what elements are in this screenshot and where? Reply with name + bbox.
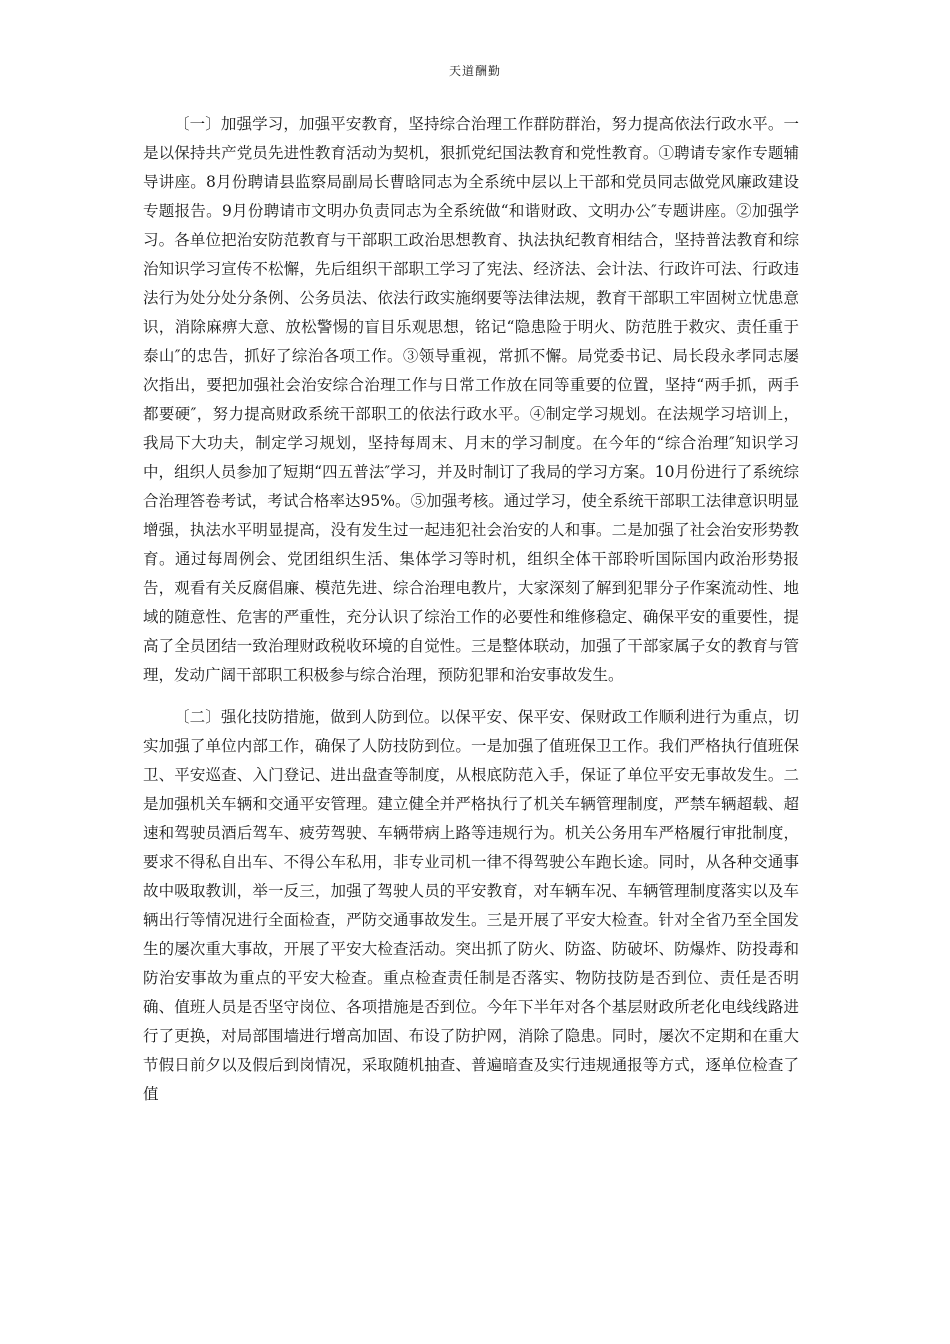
paragraph-2: 〔二〕强化技防措施，做到人防到位。以保平安、保平安、保财政工作顺利进行为重点，切实加强了单位内部工作，确保了人防技防到位。一是加强了值班保卫工作。我们严格执行值班保卫、平安巡查、入门登记、进出盘查等制度，从根底防范入手，保证了单位平安无事故发生。二是加强机关车辆和交通平安管理。建立健全并严格执行了机关车辆管理制度，严禁车辆超载、超速和驾驶员酒后驾车、疲劳驾驶、车辆带病上路等违规行为。机关公务用车严格履行审批制度，要求不得私自出车、不得公车私用，非专业司机一律不得驾驶公车跑长途。同时，从各种交通事故中吸取教训，举一反三，加强了驾驶人员的平安教育，对车辆车况、车辆管理制度落实以及车辆出行等情况进行全面检查，严防交通事故发生。三是开展了平安大检查。针对全省乃至全国发生的屡次重大事故，开展了平安大检查活动。突出抓了防火、防盗、防破坏、防爆炸、防投毒和防治安事故为重点的平安大检查。重点检查责任制是否落实、物防技防是否到位、责任是否明确、值班人员是否坚守岗位、各项措施是否到位。今年下半年对各个基层财政所老化电线线路进行了更换，对局部围墙进行增高加固、布设了防护网，消除了隐患。同时，屡次不定期和在重大节假日前夕以及假后到岗情况，采取随机抽查、普遍暗查及实行违规通报等方式，逐单位检查了值	[143, 708, 799, 1103]
paragraph-1: 〔一〕加强学习，加强平安教育，坚持综合治理工作群防群治，努力提高依法行政水平。一是以保持共产党员先进性教育活动为契机，狠抓党纪国法教育和党性教育。①聘请专家作专题辅导讲座。8月份聘请县监察局副局长曹晗同志为全系统中层以上干部和党员同志做党风廉政建设专题报告。9月份聘请市文明办负责同志为全系统做“和谐财政、文明办公″专题讲座。②加强学习。各单位把治安防范教育与干部职工政治思想教育、执法执纪教育相结合，坚持普法教育和综治知识学习宣传不松懈，先后组织干部职工学习了宪法、经济法、会计法、行政许可法、行政违法行为处分处分条例、公务员法、依法行政实施纲要等法律法规，教育干部职工牢固树立忧患意识，消除麻痹大意、放松警惕的盲目乐观思想，铭记“隐患险于明火、防范胜于救灾、责任重于泰山″的忠告，抓好了综治各项工作。③领导重视，常抓不懈。局党委书记、局长段永孝同志屡次指出，要把加强社会治安综合治理工作与日常工作放在同等重要的位置，坚持“两手抓，两手都要硬″，努力提高财政系统干部职工的依法行政水平。④制定学习规划。在法规学习培训上，我局下大功夫，制定学习规划，坚持每周末、月末的学习制度。在今年的“综合治理″知识学习中，组织人员参加了短期“四五普法″学习，并及时制订了我局的学习方案。10月份进行了系统综合治理答卷考试，考试合格率达95%。⑤加强考核。通过学习，使全系统干部职工法律意识明显增强，执法水平明显提高，没有发生过一起违犯社会治安的人和事。二是加强了社会治安形势教育。通过每周例会、党团组织生活、集体学习等时机，组织全体干部聆听国际国内政治形势报告，观看有关反腐倡廉、模范先进、综合治理电教片，大家深刻了解到犯罪分子作案流动性、地域的随意性、危害的严重性，充分认识了综治工作的必要性和维修稳定、确保平安的重要性，提高了全员团结一致治理财政税收环境的自觉性。三是整体联动，加强了干部家属子女的教育与管理，发动广阔干部职工积极参与综合治理，预防犯罪和治安事故发生。	[143, 115, 799, 684]
document-body	[143, 110, 799, 1109]
page-header: 天道酬勤	[448, 64, 501, 78]
